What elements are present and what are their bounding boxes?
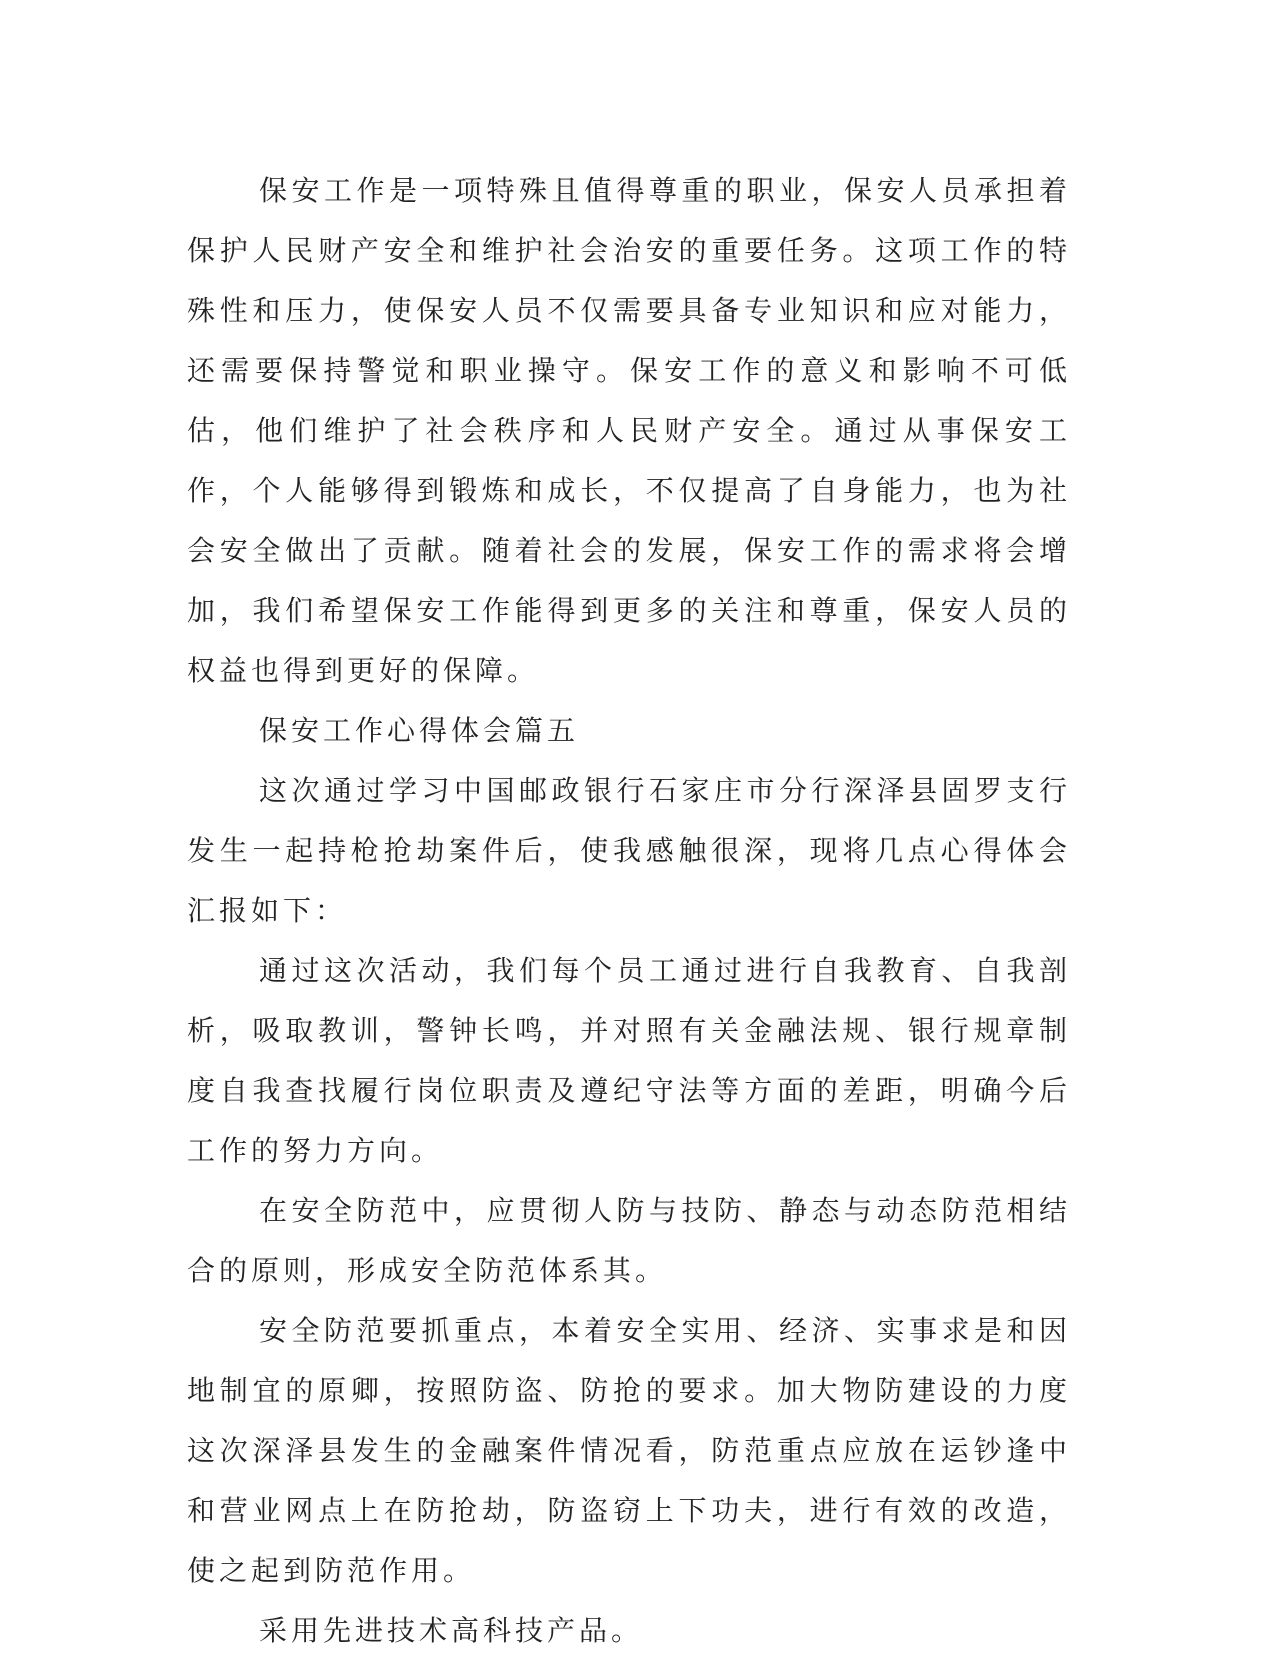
- paragraph-prevention: 在安全防范中，应贯彻人防与技防、静态与动态防范相结合的原则，形成安全防范体系其。: [187, 1194, 1071, 1287]
- paragraph-technology: 采用先进技术高科技产品。: [259, 1614, 644, 1647]
- paragraph-case: 这次通过学习中国邮政银行石家庄市分行深泽县固罗支行发生一起持枪抢劫案件后，使我感触很深，现将几点心得体会汇报如下：: [187, 774, 1071, 927]
- paragraph-intro: 保安工作是一项特殊且值得尊重的职业，保安人员承担着保护人民财产安全和维护社会治安的重要任务。这项工作的特殊性和压力，使保安人员不仅需要具备专业知识和应对能力，还需要保持警觉和职业操守。保安工作的意义和影响不可低估，他们维护了社会秩序和人民财产安全。通过从事保安工作，个人能够得到锻炼和成长，不仅提高了自身能力，也为社会安全做出了贡献。随着社会的发展，保安工作的需求将会增加，我们希望保安工作能得到更多的关注和尊重，保安人员的权益也得到更好的保障。: [187, 174, 1071, 687]
- paragraph-activity: 通过这次活动，我们每个员工通过进行自我教育、自我剖析，吸取教训，警钟长鸣，并对照有关金融法规、银行规章制度自我查找履行岗位职责及遵纪守法等方面的差距，明确今后工作的努力方向。: [187, 954, 1071, 1167]
- document-body: [187, 161, 1071, 1661]
- section-heading: 保安工作心得体会篇五: [259, 714, 580, 747]
- paragraph-focus: 安全防范要抓重点，本着安全实用、经济、实事求是和因地制宜的原卿，按照防盗、防抢的要求。加大物防建设的力度这次深泽县发生的金融案件情况看，防范重点应放在运钞逢中和营业网点上在防抢劫，防盗窃上下功夫，进行有效的改造，使之起到防范作用。: [187, 1314, 1071, 1587]
